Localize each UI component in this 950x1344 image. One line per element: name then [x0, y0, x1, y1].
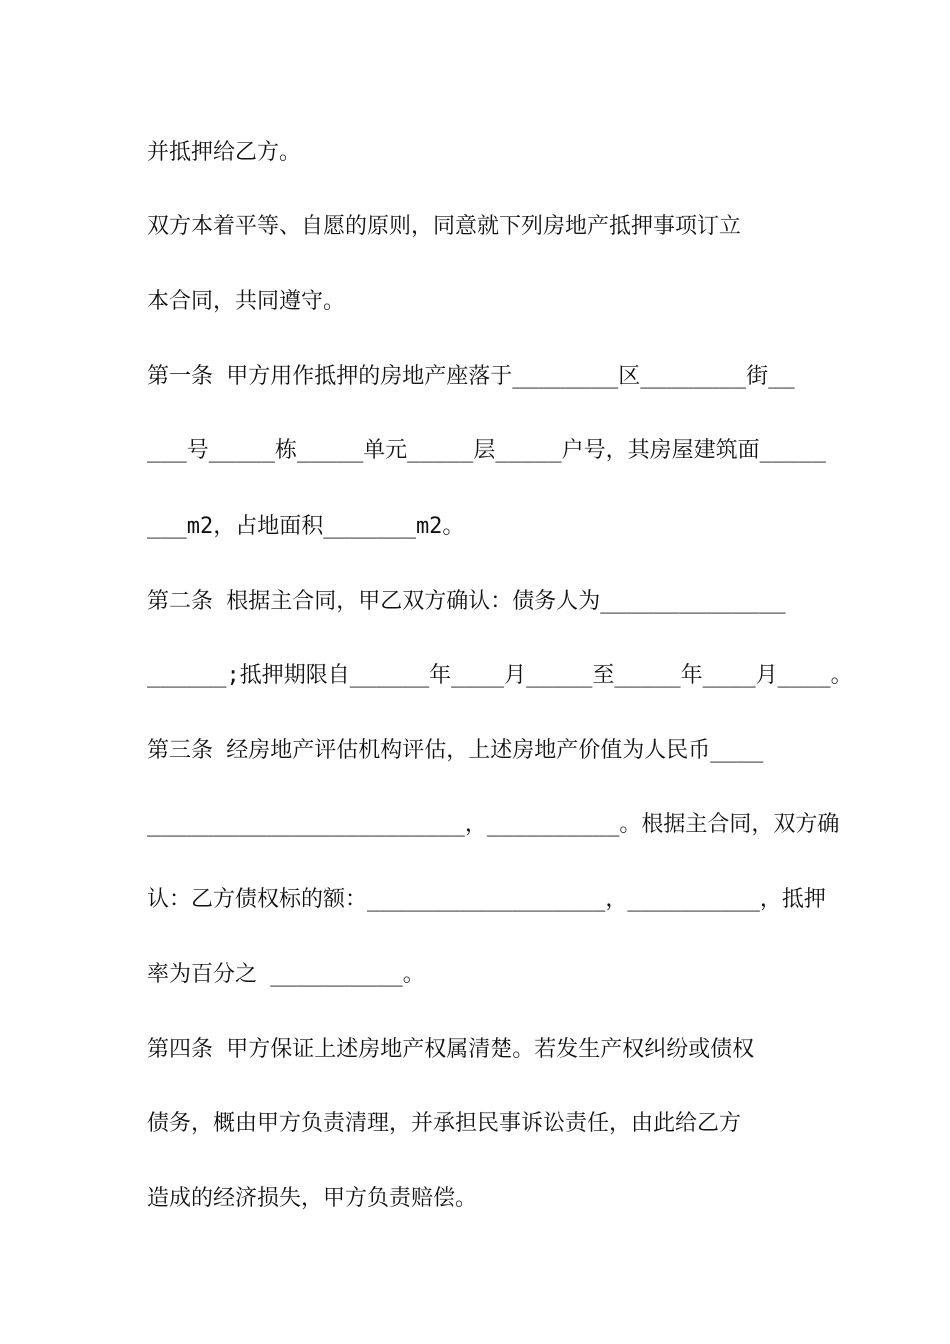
- article-4-line-3: 造成的经济损失，甲方负责赔偿。: [147, 1186, 478, 1211]
- paragraph-line-principle: 双方本着平等、自愿的原则，同意就下列房地产抵押事项订立: [147, 214, 742, 239]
- article-3-line-2: ________________________，__________。根据主合同，双方确: [147, 812, 840, 837]
- article-2-line-2: ______;抵押期限自______年____月_____至_____年____月____。: [147, 663, 853, 688]
- article-4-line-2: 债务，概由甲方负责清理，并承担民事诉讼责任，由此给乙方: [147, 1111, 742, 1136]
- article-1-line-1: 第一条 甲方用作抵押的房地产座落于________区________街__: [147, 364, 795, 389]
- article-1-line-3: ___m2，占地面积_______m2。: [147, 514, 465, 539]
- article-3-line-1: 第三条 经房地产评估机构评估，上述房地产价值为人民币____: [147, 738, 764, 763]
- paragraph-line-continuation: 并抵押给乙方。: [147, 140, 302, 165]
- article-2-line-1: 第二条 根据主合同，甲乙双方确认：债务人为______________: [147, 589, 786, 614]
- article-3-line-3: 认：乙方债权标的额：__________________，__________，抵押: [147, 887, 826, 912]
- paragraph-line-principle-end: 本合同，共同遵守。: [147, 289, 346, 314]
- article-1-line-2: ___号_____栋_____单元_____层_____户号，其房屋建筑面_____: [147, 438, 826, 463]
- article-3-line-4: 率为百分之 __________。: [147, 962, 425, 987]
- article-4-line-1: 第四条 甲方保证上述房地产权属清楚。若发生产权纠纷或债权: [147, 1037, 755, 1062]
